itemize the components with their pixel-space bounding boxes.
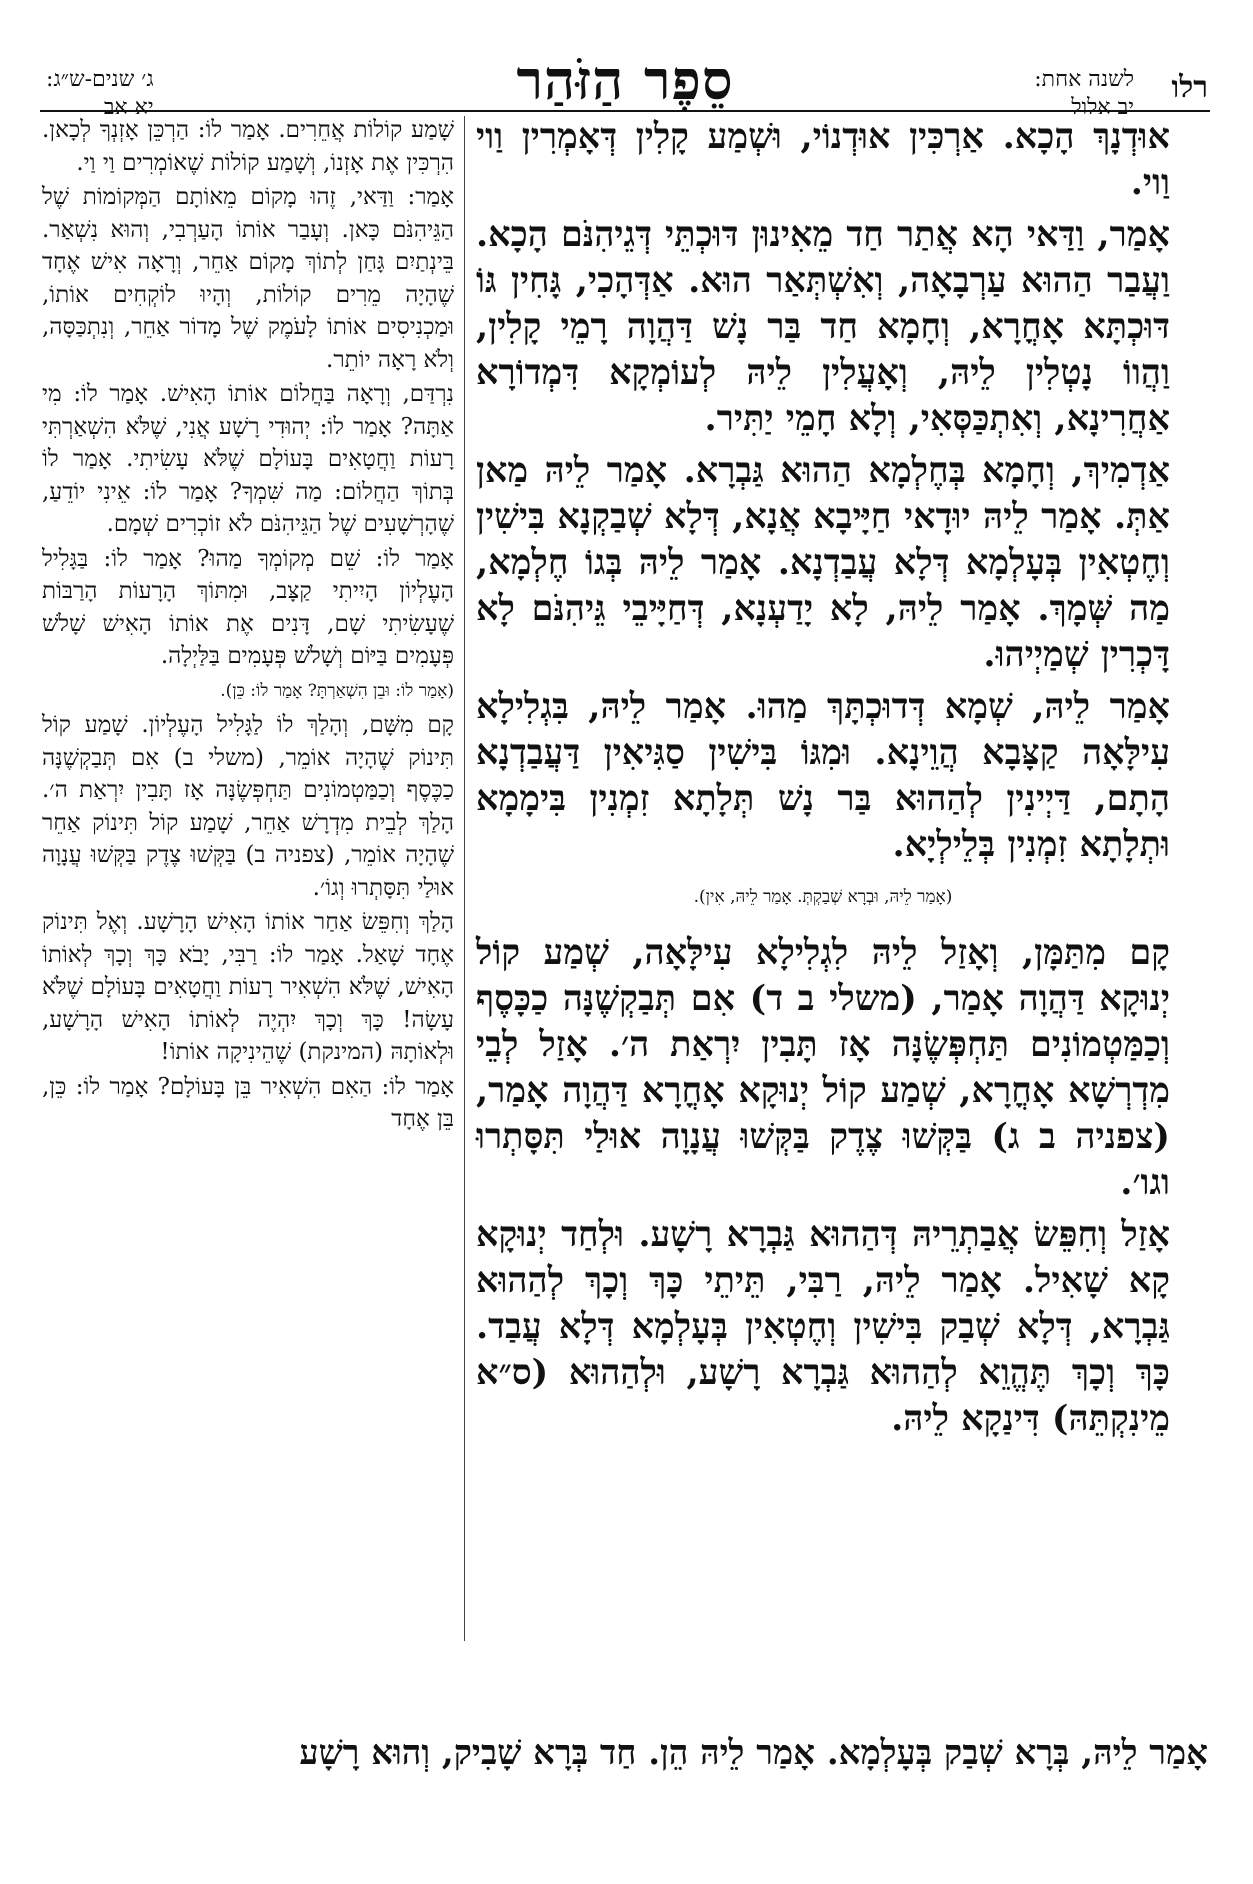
main-paragraph: קָם מִתַּמָּן, וְאָזַל לֵיהּ לִגְלִילָא עִילָּאָה, שְׁמַע קוֹל יְנוּקָא דַּהֲוָה אָמַר, (משלי ב ד) אִם תְּבַקְשֶׁנָּה כַכָּסֶף וְכַמַּטְמוֹנִים תַּחְפְּשֶׂנָּה אָז תָּבִין יִרְאַת ה׳. אָזַל לְבֵי מִדְרְשָׁא אָחֳרָא, שְׁמַע קוֹל יְנוּקָא אָחֳרָא דַּהֲוָה אָמַר, (צפניה ב ג) בַּקְּשׁוּ צֶדֶק בַּקְּשׁוּ עֲנָוָה אוּלַי תִּסָּתְרוּ וגו׳.	[476, 932, 1170, 1203]
schedule-label: לשנה אחת:	[1034, 67, 1134, 92]
schedule-label: ג׳ שנים-ש״ג:	[46, 67, 154, 92]
main-paragraph: אוּדְנָךְ הָכָא. אַרְכִּין אוּדְנוֹי, וּשְׁמַע קָלִין דְּאָמְרִין וַוי וַוי.	[476, 116, 1170, 203]
translation-paragraph: אָמַר: וַדַּאי, זֶהוּ מָקוֹם מֵאוֹתָם הַמְּקוֹמוֹת שֶׁל הַגֵּיהִנֹּם כָּאן. וְעָבַר אוֹתוֹ הָעַרְבִי, וְהוּא נִשְׁאַר. בֵּינְתַיִם גָּחַן לְתוֹךְ מָקוֹם אַחֵר, וְרָאָה אִישׁ אֶחָד שֶׁהָיָה מֵרִים קוֹלוֹת, וְהָיוּ לוֹקְחִים אוֹתוֹ, וּמַכְנִיסִים אוֹתוֹ לָעֹמֶק שֶׁל מָדוֹר אַחֵר, וְנִתְכַּסָּה, וְלֹא רָאָה יוֹתֵר.	[42, 184, 454, 373]
translation-paragraph: שָׁמַע קוֹלוֹת אֲחֵרִים. אָמַר לוֹ: הַרְכֵּן אָזְנְךָ לְכָאן. הִרְכִּין אֶת אָזְנוֹ, וְשָׁמַע קוֹלוֹת שֶׁאוֹמְרִים וַי וַי.	[42, 117, 454, 176]
main-paragraph: אַדְמִיךְ, וְחָמָא בְּחֶלְמָא הַהוּא גַּבְרָא. אָמַר לֵיהּ מַאן אַתְּ. אָמַר לֵיהּ יוּדָאי חַיָּיבָא אֲנָא, דְּלָא שְׁבַקְנָא בִּישִׁין וְחֶטְאִין בְּעָלְמָא דְּלָא עֲבַדְנָא. אָמַר לֵיהּ בְּגוֹ חֶלְמָא, מַה שְּׁמָךְ. אָמַר לֵיהּ, לָא יָדַעְנָא, דְּחַיָּיבֵי גֵּיהִנֹּם לָא דָּכְרִין שְׁמַיְיהוּ.	[476, 450, 1170, 675]
translation-parenthetical-note: (אָמַר לוֹ: וּבֵן הִשְׁאַרְתָּ? אָמַר לוֹ: כֵּן).	[220, 680, 454, 701]
translation-paragraph: קָם מִשָּׁם, וְהָלַךְ לוֹ לַגָּלִיל הָעֶלְיוֹן. שָׁמַע קוֹל תִּינוֹק שֶׁהָיָה אוֹמֵר, (משלי ב) אִם תְּבַקְשֶׁנָּה כַכֶּסֶף וְכַמַּטְמוֹנִים תַּחְפְּשֶׂנָּה אָז תָּבִין יִרְאַת ה׳. הָלַךְ לְבֵית מִדְרָשׁ אַחֵר, שָׁמַע קוֹל תִּינוֹק אַחֵר שֶׁהָיָה אוֹמֵר, (צפניה ב) בַּקְּשׁוּ צֶדֶק בַּקְּשׁוּ עֲנָוָה אוּלַי תִּסָּתְרוּ וְגוֹ׳.	[42, 712, 454, 901]
hebrew-translation-column	[42, 114, 454, 1644]
main-paragraph: אָזַל וְחִפֵּשׂ אֲבַתְרֵיהּ דְּהַהוּא גַּבְרָא רָשָׁע. וּלְחַד יְנוּקָא קָא שָׁאִיל. אָמַר לֵיהּ, רַבִּי, תֵּיתֵי כָּךְ וְכָךְ לְהַהוּא גַּבְרָא, דְּלָא שְׁבַק בִּישִׁין וְחֶטְאִין בְּעָלְמָא דְּלָא עֲבַד. כָּךְ וְכָךְ תֶּהֱוֵא לְהַהוּא גַּבְרָא רָשָׁע, וּלְהַהוּא (ס״א מֵינִקְתֵּהּ) דִּינַקָא לֵיהּ.	[476, 1214, 1170, 1439]
book-title: סֵפֶר הַזֹּהַר	[516, 48, 734, 112]
translation-paragraph: הָלַךְ וְחִפֵּשׂ אַחַר אוֹתוֹ הָאִישׁ הָרָשָׁע. וְאֶל תִּינוֹק אֶחָד שָׁאַל. אָמַר לוֹ: רַבִּי, יָבֹא כָּךְ וְכָךְ לְאוֹתוֹ הָאִישׁ, שֶׁלֹּא הִשְׁאִיר רָעוֹת וַחֲטָאִים בָּעוֹלָם שֶׁלֹּא עָשָׂה! כָּךְ וְכָךְ יִהְיֶה לְאוֹתוֹ הָאִישׁ הָרָשָׁע, וּלְאוֹתָהּ (המינקת) שֶׁהֵינִיקָה אוֹתוֹ!	[42, 909, 454, 1065]
translation-paragraph: נִרְדַּם, וְרָאָה בַּחֲלוֹם אוֹתוֹ הָאִישׁ. אָמַר לוֹ: מִי אַתָּה? אָמַר לוֹ: יְהוּדִי רָשָׁע אֲנִי, שֶׁלֹּא הִשְׁאַרְתִּי רָעוֹת וַחֲטָאִים בָּעוֹלָם שֶׁלֹּא עָשִׂיתִי. אָמַר לוֹ בְּתוֹךְ הַחֲלוֹם: מַה שִּׁמְךָ? אָמַר לוֹ: אֵינִי יוֹדֵעַ, שֶׁהָרְשָׁעִים שֶׁל הַגֵּיהִנֹּם לֹא זוֹכְרִים שְׁמָם.	[42, 381, 454, 537]
schedule-date: יב אלול	[1071, 95, 1134, 120]
bottom-continuation-line: אָמַר לֵיהּ, בְּרָא שְׁבַק בְּעָלְמָא. אָמַר לֵיהּ הֵן. חַד בְּרָא שָׁבִיק, וְהוּא רָשָׁע	[299, 1733, 1208, 1773]
main-paragraph: אָמַר, וַדַּאי הָא אֲתַר חַד מֵאִינוּן דּוּכְתֵּי דְּגֵיהִנֹּם הָכָא. וַעֲבַר הַהוּא עַרְבָאָה, וְאִשְׁתְּאַר הוּא. אַדְּהָכִי, גָּחִין גּוֹ דּוּכְתָּא אָחֳרָא, וְחָמָא חַד בַּר נָשׁ דַּהֲוָה רָמֵי קָלִין, וַהֲווֹ נָטְלִין לֵיהּ, וְאָעֲלִין לֵיהּ לְעוֹמְקָא דִּמְדוֹרָא אַחֲרִינָא, וְאִתְכַּסְּאִי, וְלָא חָמֵי יַתִּיר.	[476, 214, 1170, 439]
page-header	[40, 30, 1210, 120]
schedule-date: יא אב	[103, 95, 154, 120]
page-number: רלו	[1171, 70, 1208, 105]
translation-paragraph: אָמַר לוֹ: שֵׁם מְקוֹמְךָ מַהוּ? אָמַר לוֹ: בַּגָּלִיל הָעֶלְיוֹן הָיִיתִי קַצָּב, וּמִתּוֹךְ הָרָעוֹת הָרַבּוֹת שֶׁעָשִׂיתִי שָׁם, דָּנִים אֶת אוֹתוֹ הָאִישׁ שָׁלֹשׁ פְּעָמִים בַּיּוֹם וְשָׁלֹשׁ פְּעָמִים בַּלַּיְלָה.	[42, 545, 454, 669]
header-divider	[40, 110, 1210, 112]
main-paragraph: אָמַר לֵיהּ, שְׁמָא דְּדוּכְתָּךְ מַהוּ. אָמַר לֵיהּ, בִּגְלִילָא עִילָּאָה קַצָּבָא הֲוֵינָא. וּמִגּוֹ בִּישִׁין סַגִּיאִין דַּעֲבַדְנָא הָתָם, דַּיְינִין לְהַהוּא בַּר נָשׁ תְּלָתָא זִמְנִין בִּימָמָא וּתְלָתָא זִמְנִין בְּלֵילְיָא.	[476, 686, 1170, 865]
main-aramaic-column	[476, 114, 1170, 1644]
translation-paragraph: אָמַר לוֹ: הַאִם הִשְׁאִיר בֵּן בָּעוֹלָם? אָמַר לוֹ: כֵּן, בֵּן אֶחָד	[42, 1073, 454, 1132]
column-divider	[464, 116, 465, 1641]
main-parenthetical-note: (אָמַר לֵיהּ, וּבְרָא שְׁבַקְתְּ. אָמַר לֵיהּ, אִין).	[693, 887, 953, 907]
